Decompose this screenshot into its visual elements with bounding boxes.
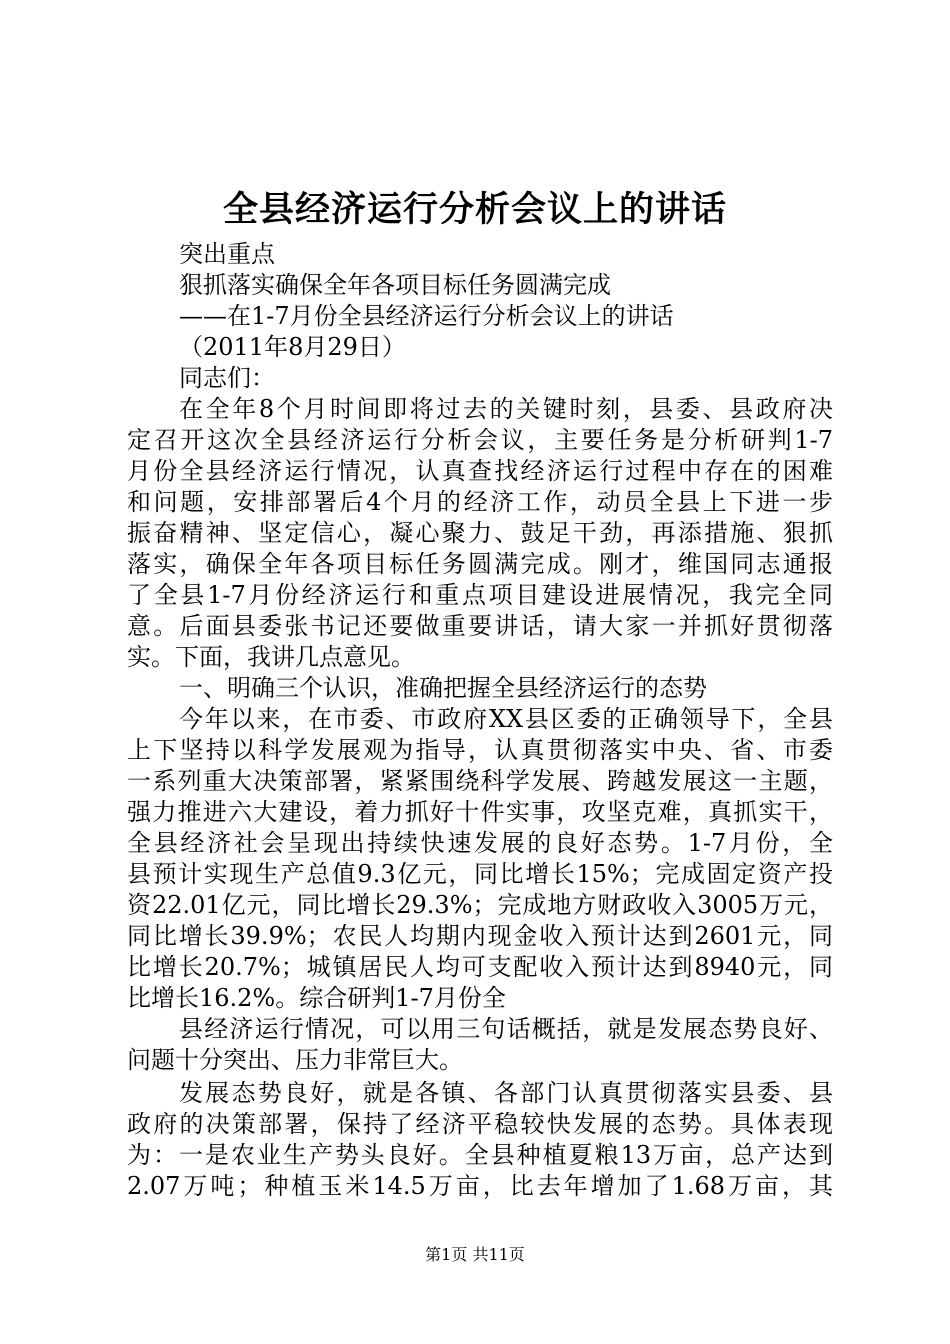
text-line: 月份全县经济运行情况，认真查找经济运行过程中存在的困难 (127, 457, 833, 485)
text-line: 了全县1-7月份经济运行和重点项目建设进展情况，我完全同 (127, 581, 833, 609)
document-body (127, 239, 833, 1202)
text-line: 一系列重大决策部署，紧紧围绕科学发展、跨越发展这一主题， (127, 767, 833, 795)
text-line: 振奋精神、坚定信心，凝心聚力、鼓足干劲，再添措施、狠抓 (127, 519, 833, 547)
text-line: 比增长20.7%；城镇居民人均可支配收入预计达到8940元，同 (127, 953, 833, 981)
text-line: 强力推进六大建设，着力抓好十件实事，攻坚克难，真抓实干， (127, 798, 833, 826)
text-line: 落实，确保全年各项目标任务圆满完成。刚才，维国同志通报 (127, 550, 833, 578)
text-line: 一、明确三个认识，准确把握全县经济运行的态势 (179, 674, 707, 702)
text-line: 上下坚持以科学发展观为指导，认真贯彻落实中央、省、市委 (127, 736, 833, 764)
text-line: 2.07万吨；种植玉米14.5万亩，比去年增加了1.68万亩，其 (127, 1172, 833, 1200)
text-line: 问题十分突出、压力非常巨大。 (127, 1046, 463, 1074)
text-line: ——在1-7月份全县经济运行分析会议上的讲话 (179, 302, 674, 330)
text-line: 定召开这次全县经济运行分析会议，主要任务是分析研判1-7 (127, 426, 833, 454)
text-line: 和问题，安排部署后4个月的经济工作，动员全县上下进一步 (127, 488, 833, 516)
text-line: 发展态势良好，就是各镇、各部门认真贯彻落实县委、县 (179, 1079, 833, 1107)
text-line: 同比增长39.9%；农民人均期内现金收入预计达到2601元，同 (127, 922, 833, 950)
text-line: 突出重点 (179, 240, 275, 268)
text-line: 在全年8个月时间即将过去的关键时刻，县委、县政府决 (179, 395, 833, 423)
text-line: 资22.01亿元，同比增长29.3%；完成地方财政收入3005万元， (127, 891, 833, 919)
text-line: 比增长16.2%。综合研判1-7月份全 (127, 984, 506, 1012)
text-line: 为：一是农业生产势头良好。全县种植夏粮13万亩，总产达到 (127, 1141, 833, 1169)
text-line: （2011年8月29日） (179, 333, 406, 361)
text-line: 今年以来，在市委、市政府XX县区委的正确领导下，全县 (179, 705, 833, 733)
page-footer: 第1页 共11页 (425, 1245, 525, 1264)
text-line: 狠抓落实确保全年各项目标任务圆满完成 (179, 271, 611, 299)
text-line: 政府的决策部署，保持了经济平稳较快发展的态势。具体表现 (127, 1110, 833, 1138)
text-line: 县经济运行情况，可以用三句话概括，就是发展态势良好、 (179, 1015, 833, 1043)
text-line: 县预计实现生产总值9.3亿元，同比增长15%；完成固定资产投 (127, 860, 833, 888)
text-line: 实。下面，我讲几点意见。 (127, 643, 415, 671)
text-line: 全县经济社会呈现出持续快速发展的良好态势。1-7月份，全 (127, 829, 833, 857)
document-title: 全县经济运行分析会议上的讲话 (222, 189, 727, 230)
text-line: 同志们： (179, 364, 275, 392)
text-line: 意。后面县委张书记还要做重要讲话，请大家一并抓好贯彻落 (127, 612, 833, 640)
